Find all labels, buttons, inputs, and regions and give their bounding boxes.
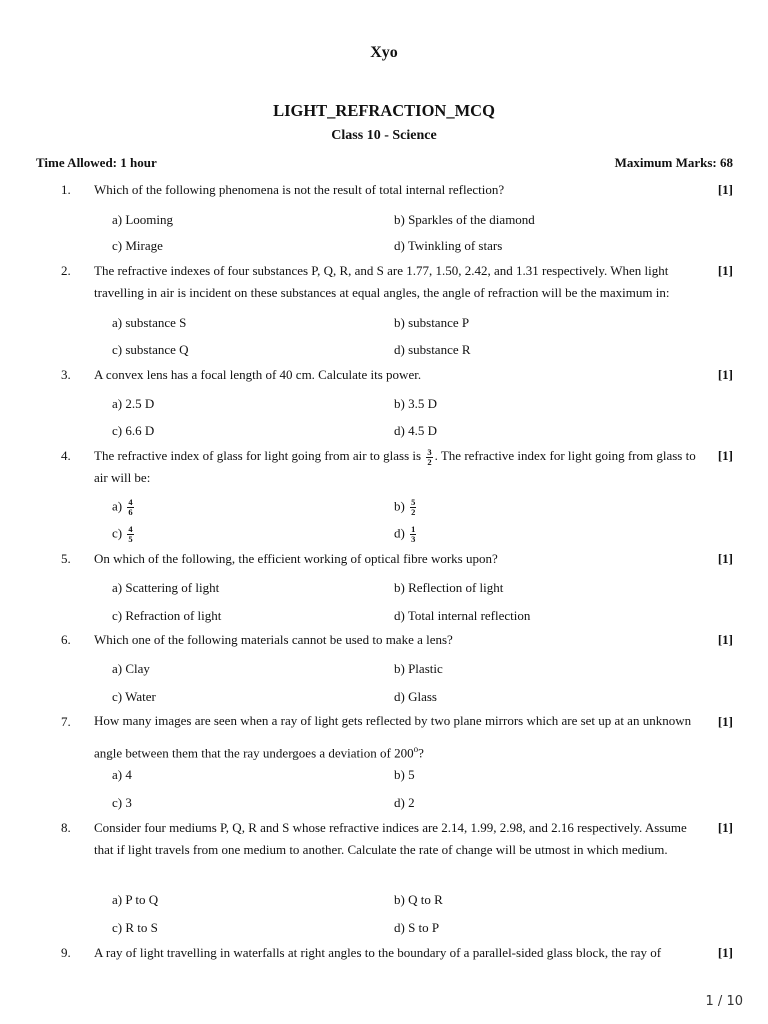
option-c[interactable]: c) substance Q (112, 342, 189, 357)
fraction (127, 525, 133, 544)
question-text: On which of the following, the efficient working of optical fibre works upon? (94, 551, 498, 566)
option-label: c) (112, 525, 123, 541)
question-text: Which one of the following materials cannot be used to make a lens? (94, 632, 453, 647)
question-text-body: How many images are seen when a ray of light gets reflected by two plane mirrors which are set up at an unknown angle between them that the ray undergoes a deviation of 200 (94, 713, 692, 761)
question-marks: [1] (717, 367, 733, 382)
option-c[interactable]: c) 6.6 D (112, 423, 155, 438)
fraction (410, 525, 416, 544)
question-marks: [1] (717, 714, 733, 729)
question-text (94, 707, 704, 767)
fraction (127, 498, 133, 517)
option-a[interactable]: a) 2.5 D (112, 396, 155, 411)
question-marks: [1] (717, 263, 733, 278)
option-b[interactable]: b) Q to R (394, 892, 443, 907)
page-indicator: 1 / 10 (705, 994, 743, 1009)
option-c[interactable] (112, 525, 136, 544)
fraction (426, 448, 432, 467)
option-a[interactable]: a) 4 (112, 767, 132, 782)
option-label: d) (394, 525, 405, 541)
question-number: 3. (61, 367, 71, 382)
paper-subtitle: Class 10 - Science (331, 128, 437, 143)
fraction-numerator: 3 (427, 446, 432, 457)
question-text: The refractive indexes of four substances P, Q, R, and S are 1.77, 1.50, 2.42, and 1.31 respectively. When light travelling in air is incident on these substances at equal angles, the angle of refraction will be the maximum in: (94, 263, 670, 300)
question-number: 8. (61, 820, 71, 835)
option-a[interactable]: a) Looming (112, 212, 174, 227)
question-text-end: . The refractive index for light going from glass to air will be: (94, 448, 696, 485)
option-label: a) (112, 498, 123, 514)
question-text-start: The refractive index of glass for light going from air to glass is (94, 448, 422, 463)
option-d[interactable]: d) 2 (394, 795, 415, 810)
question-number: 9. (61, 945, 71, 960)
fraction-denominator: 2 (427, 456, 432, 467)
question-text-end: ? (418, 745, 424, 761)
option-c[interactable]: c) 3 (112, 795, 132, 810)
question-number: 1. (61, 182, 71, 197)
fraction-numerator: 4 (128, 524, 133, 534)
question-text: A convex lens has a focal length of 40 cm. Calculate its power. (94, 367, 422, 382)
question-number: 7. (61, 714, 71, 729)
question-number: 4. (61, 448, 71, 463)
option-b[interactable]: b) 5 (394, 767, 415, 782)
option-c[interactable]: c) Water (112, 689, 156, 704)
option-a[interactable]: a) substance S (112, 315, 187, 330)
option-d[interactable]: d) Total internal reflection (394, 608, 531, 623)
fraction-denominator: 5 (128, 534, 133, 544)
option-b[interactable]: b) Reflection of light (394, 580, 504, 595)
fraction-numerator: 1 (411, 524, 416, 534)
question-number: 5. (61, 551, 71, 566)
question-marks: [1] (717, 945, 733, 960)
fraction-denominator: 3 (411, 534, 416, 544)
option-b[interactable]: b) Sparkles of the diamond (394, 212, 535, 227)
option-d[interactable]: d) Glass (394, 689, 437, 704)
option-d[interactable]: d) Twinkling of stars (394, 238, 503, 253)
paper-title: LIGHT_REFRACTION_MCQ (273, 101, 495, 120)
option-c[interactable]: c) Refraction of light (112, 608, 222, 623)
fraction-numerator: 4 (128, 497, 133, 507)
option-d[interactable]: d) 4.5 D (394, 423, 437, 438)
option-d[interactable]: d) substance R (394, 342, 471, 357)
fraction-denominator: 2 (411, 507, 416, 517)
question-text: A ray of light travelling in waterfalls at right angles to the boundary of a parallel-sided glass block, the ray of (94, 945, 662, 960)
option-c[interactable]: c) Mirage (112, 238, 163, 253)
question-marks: [1] (717, 448, 733, 463)
option-b[interactable]: b) Plastic (394, 661, 443, 676)
option-d[interactable] (394, 525, 418, 544)
question-number: 6. (61, 632, 71, 647)
degree-superscript: o (413, 744, 419, 754)
time-allowed: Time Allowed: 1 hour (36, 155, 157, 170)
option-a[interactable]: a) P to Q (112, 892, 159, 907)
fraction-numerator: 5 (411, 497, 416, 507)
option-label: b) (394, 498, 405, 514)
option-a[interactable]: a) Clay (112, 661, 150, 676)
option-c[interactable]: c) R to S (112, 920, 158, 935)
question-marks: [1] (717, 551, 733, 566)
option-a[interactable] (112, 498, 136, 517)
question-number: 2. (61, 263, 71, 278)
option-d[interactable]: d) S to P (394, 920, 440, 935)
question-marks: [1] (717, 820, 733, 835)
school-name: Xyo (370, 44, 398, 61)
option-a[interactable]: a) Scattering of light (112, 580, 220, 595)
question-marks: [1] (717, 182, 733, 197)
question-text: Which of the following phenomena is not the result of total internal reflection? (94, 182, 505, 197)
question-text: Consider four mediums P, Q, R and S whose refractive indices are 2.14, 1.99, 2.98, and 2.16 respectively. Assume that if light travels from one medium to another. Calculate the rate of change will be utmost in which medium. (94, 820, 687, 857)
option-b[interactable]: b) substance P (394, 315, 470, 330)
question-marks: [1] (717, 632, 733, 647)
fraction-denominator: 6 (128, 507, 133, 517)
option-b[interactable]: b) 3.5 D (394, 396, 437, 411)
fraction (410, 498, 416, 517)
maximum-marks: Maximum Marks: 68 (614, 155, 733, 170)
question-text (94, 445, 704, 489)
option-b[interactable] (394, 498, 418, 517)
